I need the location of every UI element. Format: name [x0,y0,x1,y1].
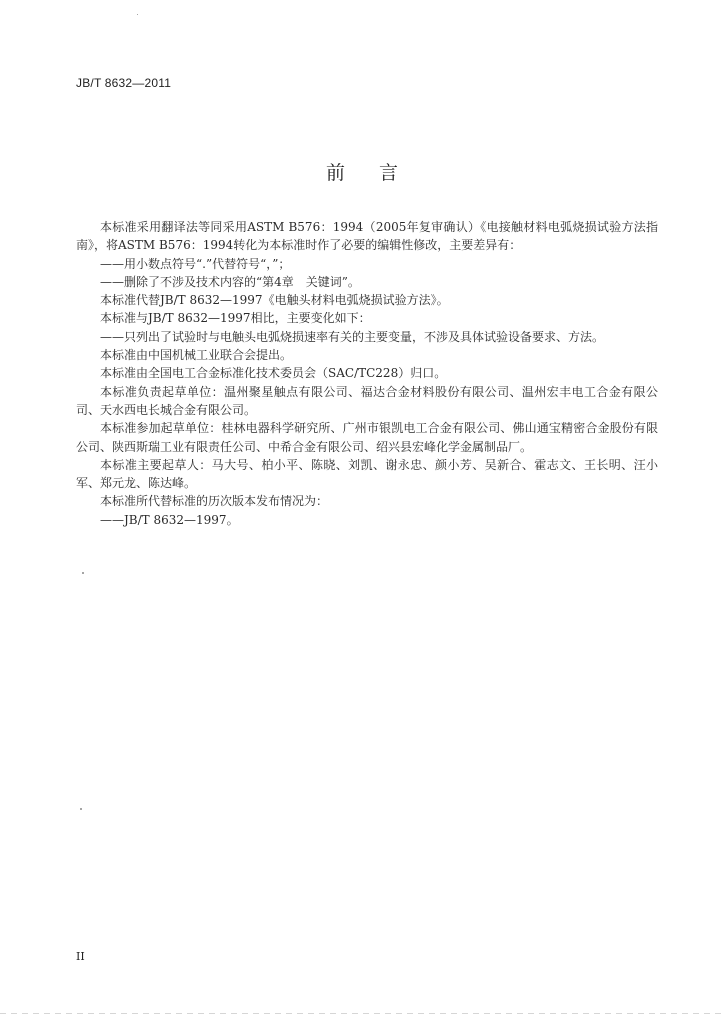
page-title: 前言 [325,162,432,184]
paragraph-change-1: ——只列出了试验时与电触头电弧烧损速率有关的主要变量，不涉及具体试验设备要求、方法。 [100,329,605,344]
paragraph-changes-intro: 本标准与JB/T 8632—1997相比，主要变化如下： [100,311,371,326]
paragraph-history-intro: 本标准所代替标准的历次版本发布情况为： [100,494,329,509]
scan-speck [82,572,84,574]
foreword-body [76,218,658,529]
paragraph-difference-2: ——删除了不涉及技术内容的“第4章 关键词”。 [100,274,360,289]
paragraph-difference-1: ——用小数点符号“.”代替符号“，”； [100,256,291,271]
paragraph-adoption: 本标准采用翻译法等同采用ASTM B576：1994（2005年复审确认）《电接触材料电弧烧损试验方法指南》，将ASTM B576：1994转化为本标准时作了必要的编辑性修改，主要差异有： [76,220,658,253]
paragraph-proposed-by: 本标准由中国机械工业联合会提出。 [100,348,293,363]
paragraph-replaces: 本标准代替JB/T 8632—1997《电触头材料电弧烧损试验方法》。 [100,293,449,308]
page-number: II [76,950,85,963]
scan-speck [80,808,82,810]
paragraph-main-drafters: 本标准主要起草人：马大号、柏小平、陈晓、刘凯、谢永忠、颜小芳、吴新合、霍志文、王长明、汪小军、郑元龙、陈达峰。 [76,457,658,491]
scan-edge-line [0,1013,724,1014]
paragraph-participating-units: 本标准参加起草单位：桂林电器科学研究所、广州市银凯电工合金有限公司、佛山通宝精密合金股份有限公司、陕西斯瑞工业有限责任公司、中希合金有限公司、绍兴县宏峰化学金属制品厂。 [76,421,658,454]
paragraph-history-1: ——JB/T 8632—1997。 [100,512,239,527]
standard-code: JB/T 8632—2011 [76,76,172,90]
paragraph-managed-by: 本标准由全国电工合金标准化技术委员会（SAC/TC228）归口。 [100,366,447,381]
scan-speck [137,14,138,15]
paragraph-main-drafters-units: 本标准负责起草单位：温州聚星触点有限公司、福达合金材料股份有限公司、温州宏丰电工合金有限公司、天水西电长城合金有限公司。 [76,384,658,417]
